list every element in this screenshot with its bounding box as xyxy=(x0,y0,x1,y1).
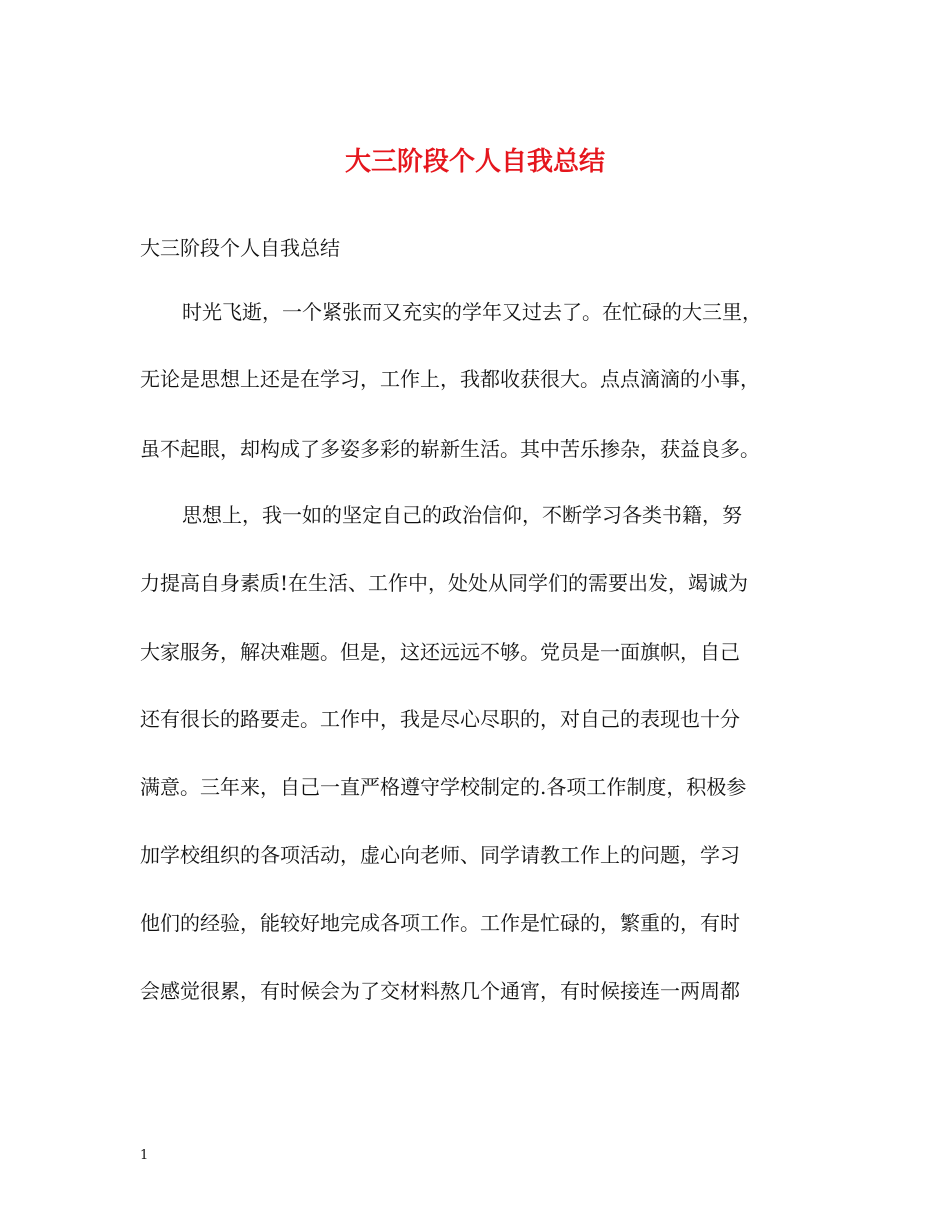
document-title: 大三阶段个人自我总结 xyxy=(344,147,605,177)
body-line-10: 他们的经验，能较好地完成各项工作。工作是忙碌的，繁重的，有时 xyxy=(140,911,740,935)
body-line-3: 虽不起眼，却构成了多姿多彩的崭新生活。其中苦乐掺杂，获益良多。 xyxy=(140,437,760,461)
body-line-5: 力提高自身素质!在生活、工作中，处处从同学们的需要出发，竭诚为 xyxy=(140,571,749,595)
body-line-1: 时光飞逝，一个紧张而又充实的学年又过去了。在忙碌的大三里， xyxy=(182,300,762,324)
body-line-7: 还有很长的路要走。工作中，我是尽心尽职的，对自己的表现也十分 xyxy=(140,707,740,731)
body-line-11: 会感觉很累，有时候会为了交材料熬几个通宵，有时候接连一两周都 xyxy=(140,979,740,1003)
body-line-4: 思想上，我一如的坚定自己的政治信仰，不断学习各类书籍，努 xyxy=(182,503,742,527)
body-line-6: 大家服务，解决难题。但是，这还远远不够。党员是一面旗帜，自己 xyxy=(140,640,740,664)
page-number: 1 xyxy=(140,1148,149,1163)
body-line-8: 满意。三年来，自己一直严格遵守学校制定的.各项工作制度，积极参 xyxy=(140,775,747,799)
body-line-9: 加学校组织的各项活动，虚心向老师、同学请教工作上的问题，学习 xyxy=(140,843,740,867)
body-line-2: 无论是思想上还是在学习，工作上，我都收获很大。点点滴滴的小事， xyxy=(140,367,760,391)
document-subtitle: 大三阶段个人自我总结 xyxy=(140,236,340,260)
